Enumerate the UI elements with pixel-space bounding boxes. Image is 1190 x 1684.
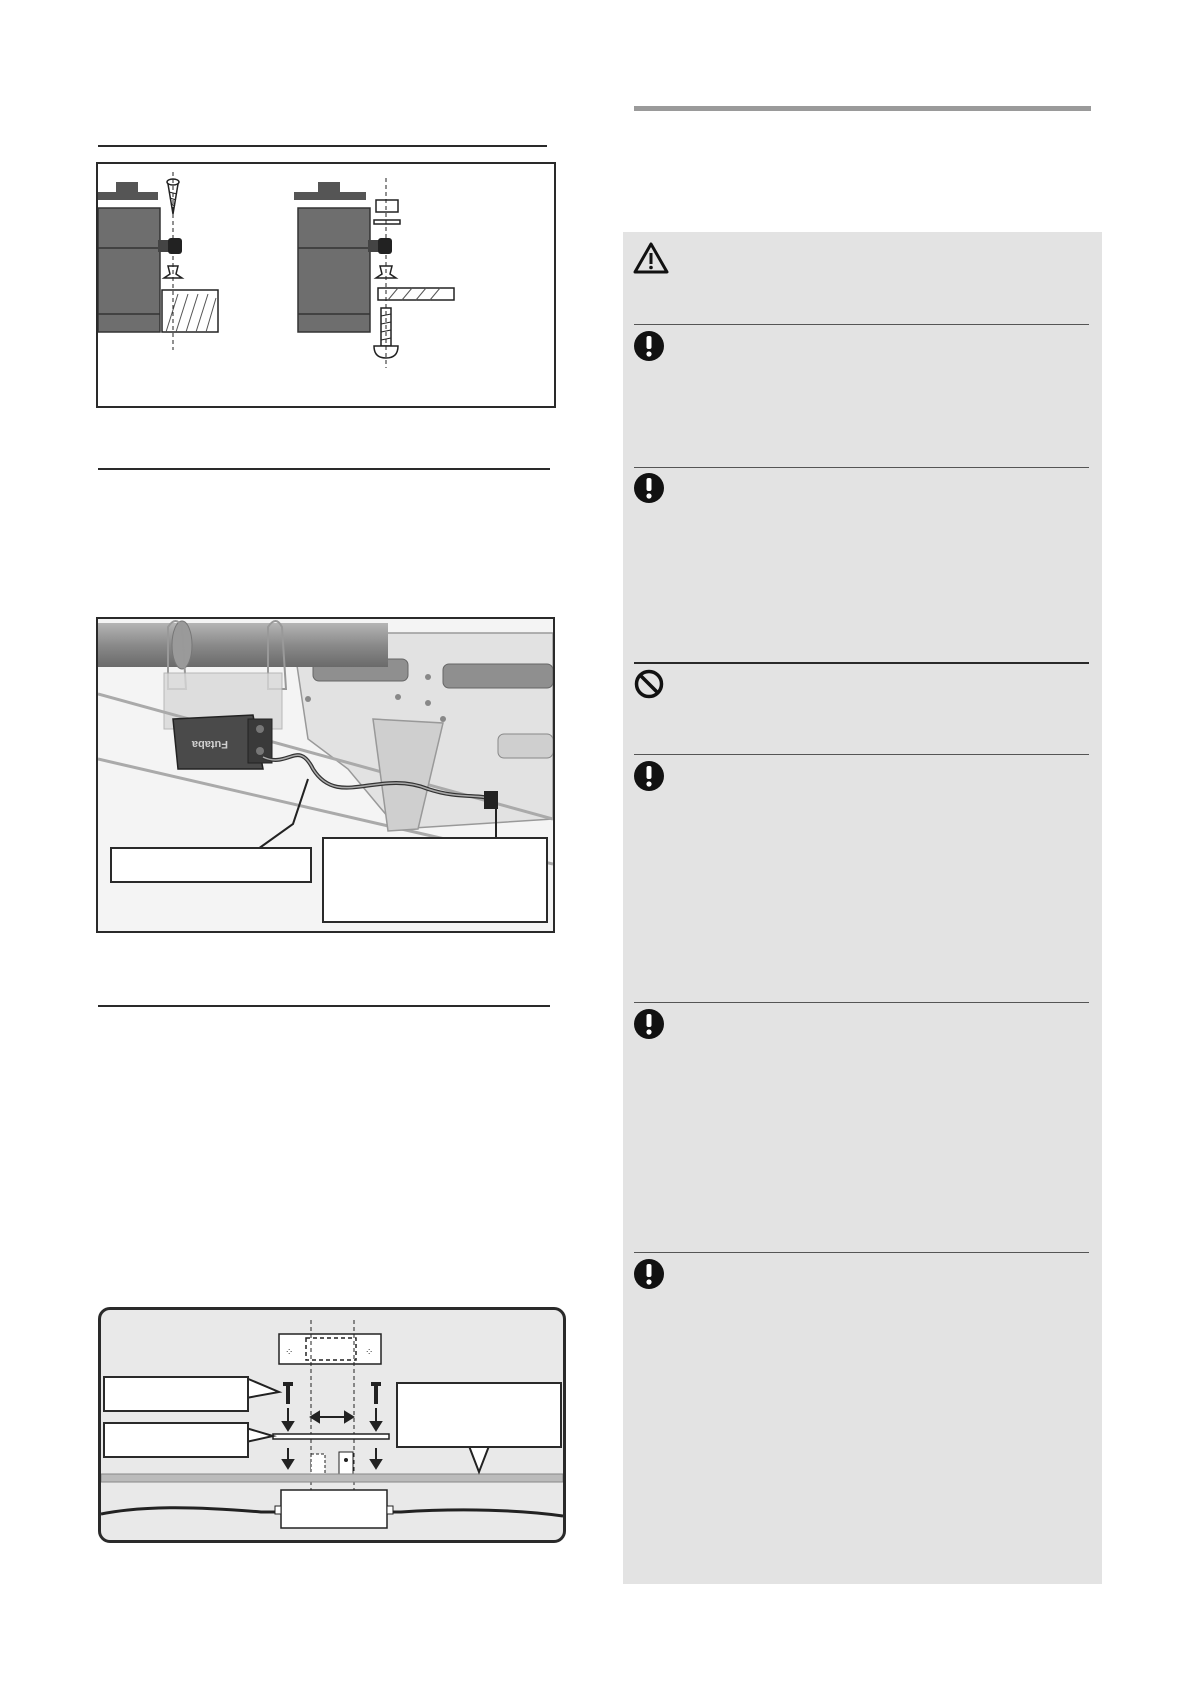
servo-mounting-illustration: [98, 164, 554, 406]
servo-logo-text: Futaba: [191, 738, 228, 750]
mandatory-exclamation-icon: [633, 1008, 665, 1040]
servo-unit: [173, 715, 272, 769]
mandatory-exclamation-icon: [633, 472, 665, 504]
servo-left: [98, 172, 218, 350]
top-rule-right: [634, 106, 1091, 111]
callout-screw: [103, 1376, 249, 1412]
mandatory-exclamation-icon: [633, 1258, 665, 1290]
caution-separator: [634, 324, 1089, 325]
callout-box-left: [110, 847, 312, 883]
mandatory-exclamation-icon: [633, 760, 665, 792]
section-rule-1: [98, 145, 547, 147]
caution-separator: [634, 662, 1089, 664]
caution-panel: [623, 232, 1102, 1584]
svg-text:⁘: ⁘: [365, 1347, 374, 1358]
figure-servo-installed: [96, 617, 555, 933]
section-rule-3: [98, 1005, 550, 1007]
caution-separator: [634, 1252, 1089, 1253]
prohibited-circle-icon: [633, 668, 665, 700]
warning-triangle-icon: [633, 242, 665, 274]
section-rule-2: [98, 468, 550, 470]
figure-servo-mounting: [96, 162, 556, 408]
caution-separator: [634, 1002, 1089, 1003]
callout-plate: [103, 1422, 249, 1458]
svg-text:⁘: ⁘: [285, 1347, 294, 1358]
caution-separator: [634, 754, 1089, 755]
figure-sensor-mounting: [98, 1307, 566, 1543]
callout-boom: [396, 1382, 562, 1448]
caution-separator: [634, 467, 1089, 468]
callout-box-right: [322, 837, 548, 923]
mandatory-exclamation-icon: [633, 330, 665, 362]
servo-right: [294, 178, 454, 368]
